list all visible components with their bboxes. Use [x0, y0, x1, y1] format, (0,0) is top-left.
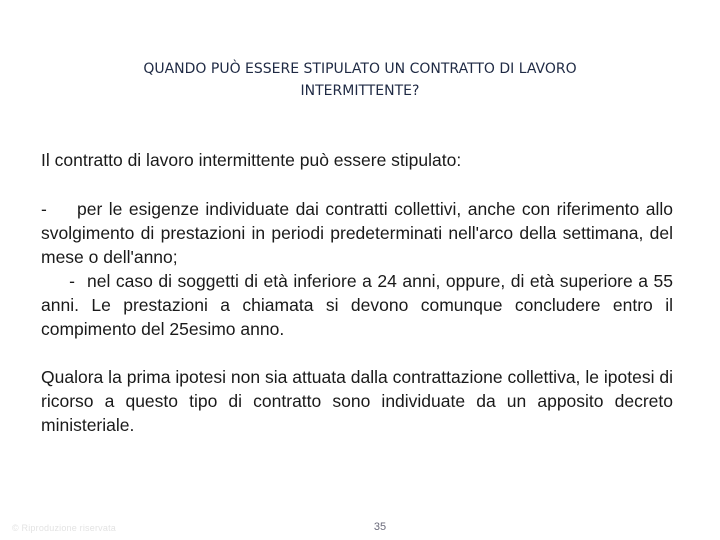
note-paragraph: Qualora la prima ipotesi non sia attuata dalla contrattazione collettiva, le ipotesi di ricorso a questo tipo di contratto sono individuate da un apposito decreto ministeriale. — [41, 367, 673, 435]
list-item-text: per le esigenze individuate dai contratti collettivi, anche con riferimento allo svolgimento di prestazioni in periodi predeterminati nell'arco della settimana, del mese o dell'anno; — [41, 199, 673, 267]
slide-title-line-1: QUANDO PUÒ ESSERE STIPULATO UN CONTRATTO DI LAVORO — [143, 61, 577, 77]
intro-paragraph: Il contratto di lavoro intermittente può essere stipulato: — [41, 150, 462, 170]
list-item — [41, 197, 673, 269]
slide-title — [100, 58, 620, 102]
conditions-list — [41, 197, 673, 341]
page-number: 35 — [373, 521, 387, 533]
list-dash: - — [41, 199, 47, 219]
list-item-text: nel caso di soggetti di età inferiore a 24 anni, oppure, di età superiore a 55 anni. Le prestazioni a chiamata si devono comunque concludere entro il compimento del 25esimo anno. — [41, 271, 673, 339]
list-item — [41, 269, 673, 341]
copyright-notice: © Riproduzione riservata — [12, 523, 116, 533]
slide-title-line-2: INTERMITTENTE? — [300, 83, 420, 99]
list-dash: - — [69, 271, 75, 291]
